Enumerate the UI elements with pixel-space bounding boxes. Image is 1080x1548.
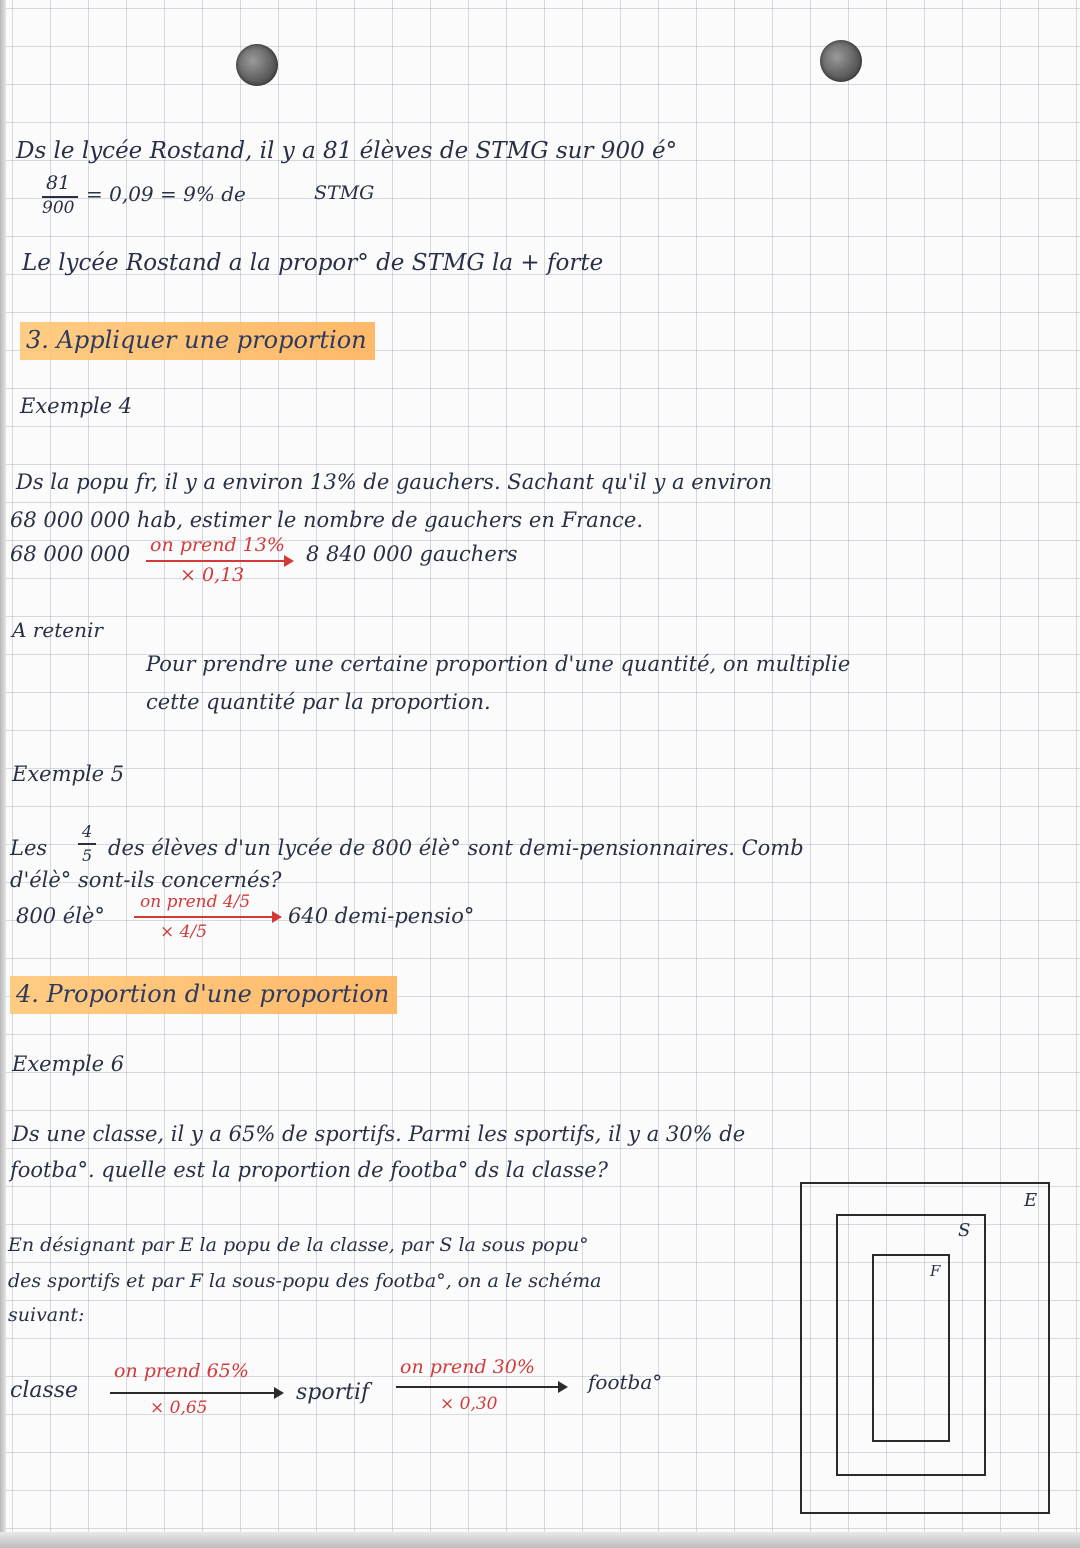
- example-5-line-2: d'élè° sont-ils concernés?: [10, 868, 282, 892]
- example-5-arrow: [134, 916, 280, 918]
- set-f-inner: [872, 1254, 950, 1442]
- set-f-label: F: [930, 1262, 941, 1280]
- example-5-fraction-bar: [78, 843, 96, 845]
- example-5-result: 640 demi-pensio°: [288, 904, 475, 928]
- set-s-label: S: [958, 1220, 971, 1241]
- example-5-fraction-numerator: 4: [82, 822, 93, 841]
- arrow-2: [396, 1386, 566, 1388]
- example-6-desc-1: En désignant par E la popu de la classe, par S la sous popu°: [8, 1234, 589, 1256]
- example-4-line-1: Ds la popu fr, il y a environ 13% de gauchers. Sachant qu'il y a environ: [16, 470, 772, 494]
- retenir-line-1: Pour prendre une certaine proportion d'une quantité, on multiplie: [146, 652, 851, 676]
- section-4-title: 4. Proportion d'une proportion: [10, 976, 397, 1014]
- example-5-start: 800 élè°: [16, 904, 105, 928]
- example-6-desc-2: des sportifs et par F la sous-popu des footba°, on a le schéma: [8, 1270, 602, 1292]
- example-6-line-2: footba°. quelle est la proportion de footba° ds la classe?: [10, 1158, 608, 1182]
- example-4-start: 68 000 000: [10, 542, 131, 566]
- example-5-line-1: des élèves d'un lycée de 800 élè° sont demi-pensionnaires. Comb: [108, 836, 804, 860]
- example-6-line-1: Ds une classe, il y a 65% de sportifs. Parmi les sportifs, il y a 30% de: [12, 1122, 746, 1146]
- binder-hole-left: [236, 44, 278, 86]
- example-4-label: Exemple 4: [20, 394, 133, 418]
- page-bottom-edge: [0, 1532, 1080, 1548]
- arrow-1-bottom: × 0,65: [150, 1398, 208, 1418]
- example-5-fraction-denominator: 5: [82, 846, 93, 865]
- chain-end: footba°: [588, 1370, 663, 1394]
- example-6-desc-3: suivant:: [8, 1304, 85, 1326]
- example-4-arrow-top: on prend 13%: [150, 534, 285, 556]
- arrow-1: [110, 1392, 282, 1394]
- binder-hole-right: [820, 40, 862, 82]
- retenir-line-2: cette quantité par la proportion.: [146, 690, 491, 714]
- chain-start: classe: [10, 1378, 79, 1403]
- page-margin: [0, 0, 6, 1548]
- set-e-label: E: [1024, 1190, 1038, 1211]
- example-4-result: 8 840 000 gauchers: [306, 542, 518, 566]
- example-5-label: Exemple 5: [12, 762, 125, 786]
- arrow-2-top: on prend 30%: [400, 1356, 535, 1378]
- example-4-arrow-bottom: × 0,13: [180, 564, 245, 586]
- retenir-label: A retenir: [12, 618, 103, 642]
- example-5-arrow-bottom: × 4/5: [160, 922, 208, 942]
- example-6-label: Exemple 6: [12, 1052, 125, 1076]
- intro-fraction-result: = 0,09 = 9% de: [86, 182, 246, 206]
- arrow-1-top: on prend 65%: [114, 1360, 249, 1382]
- example-5-arrow-top: on prend 4/5: [140, 892, 251, 912]
- intro-line: Ds le lycée Rostand, il y a 81 élèves de STMG sur 900 é°: [16, 138, 678, 164]
- example-4-arrow: [146, 560, 292, 562]
- intro-fraction-numerator: 81: [46, 172, 71, 194]
- intro-conclusion: Le lycée Rostand a la propor° de STMG la + forte: [22, 250, 604, 276]
- example-4-line-2: 68 000 000 hab, estimer le nombre de gauchers en France.: [10, 508, 644, 532]
- intro-fraction-label: STMG: [314, 182, 375, 204]
- example-5-line-1-start: Les: [10, 836, 48, 860]
- section-3-title: 3. Appliquer une proportion: [20, 322, 375, 360]
- chain-mid: sportif: [296, 1380, 370, 1405]
- arrow-2-bottom: × 0,30: [440, 1394, 498, 1414]
- intro-fraction-denominator: 900: [42, 198, 75, 218]
